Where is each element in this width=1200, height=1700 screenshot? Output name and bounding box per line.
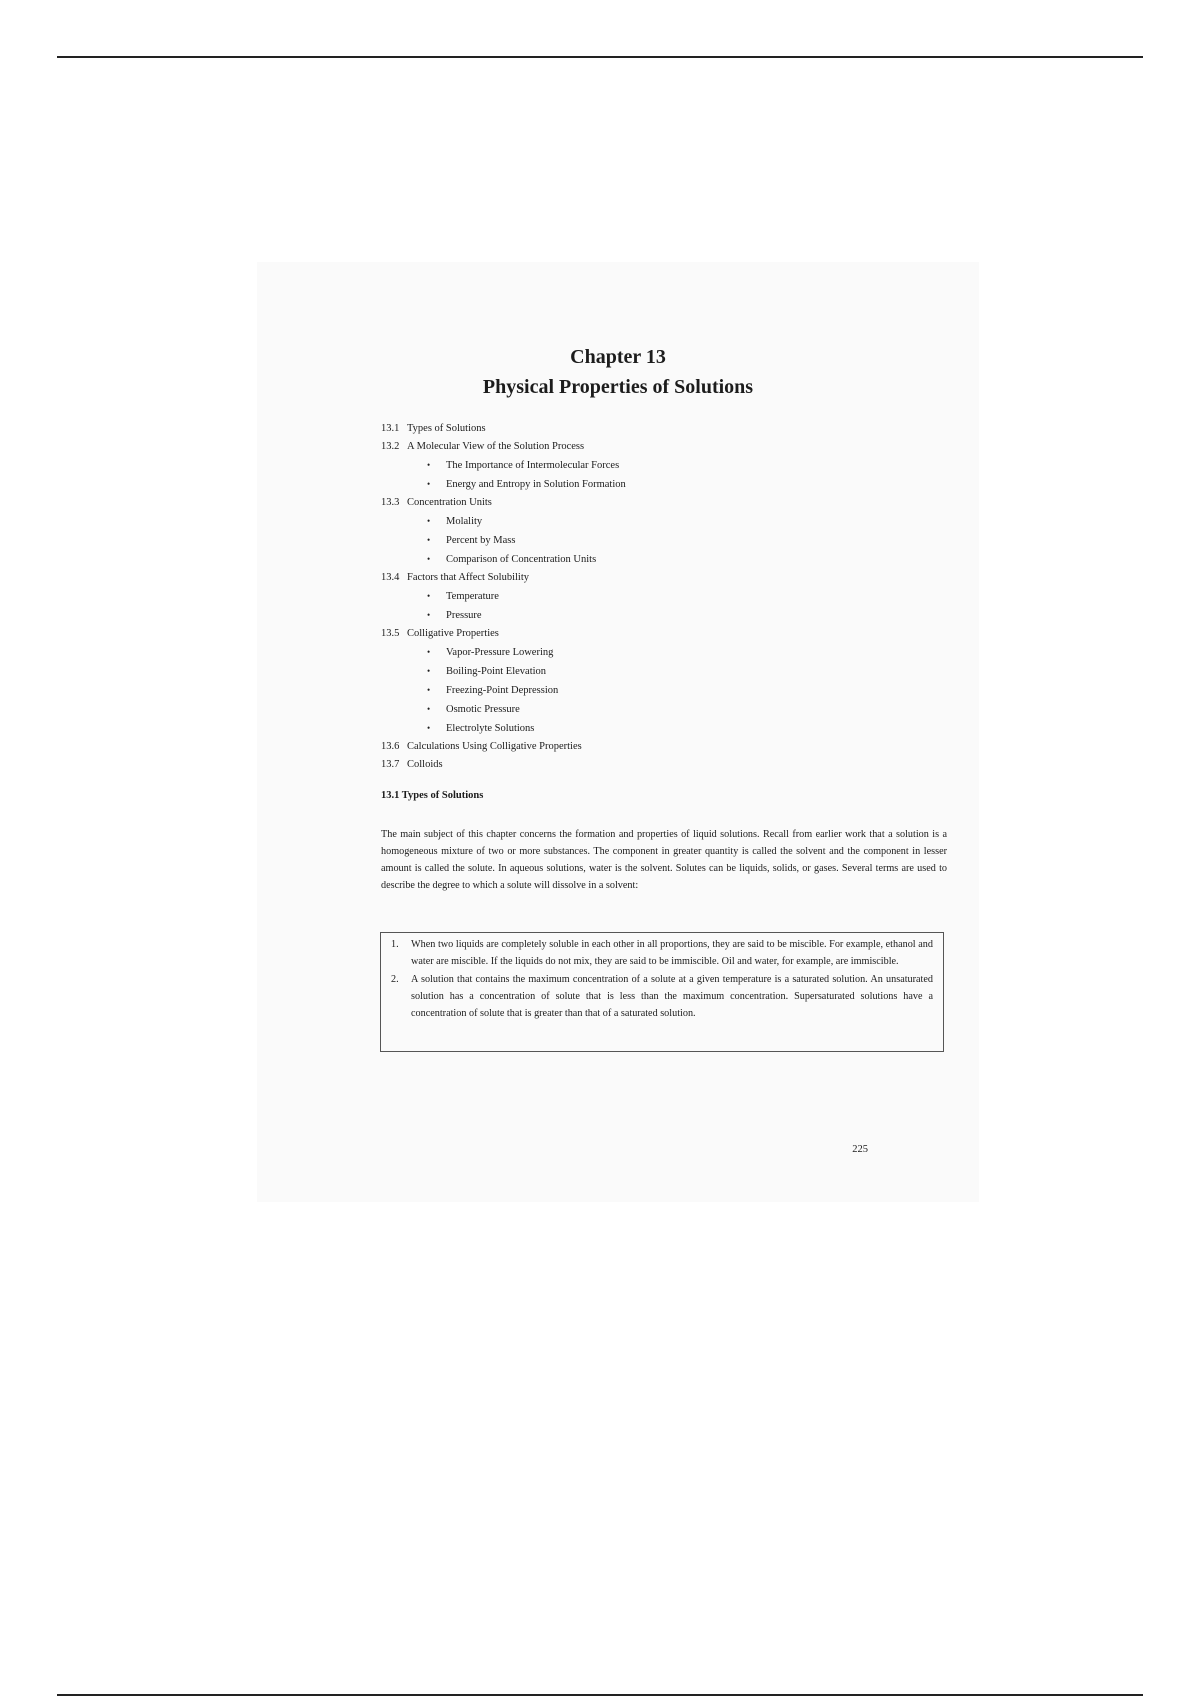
toc-section-number: 13.2 <box>381 441 400 452</box>
toc-subsection-title: Electrolyte Solutions <box>446 723 535 734</box>
toc-section-title: Colligative Properties <box>407 628 499 639</box>
top-rule <box>57 56 1143 58</box>
chapter-number: Chapter 13 <box>570 346 666 368</box>
bullet-icon: • <box>427 685 431 695</box>
toc-subsection-title: Comparison of Concentration Units <box>446 554 597 565</box>
definitions-list <box>389 936 933 1022</box>
toc-subsection-title: The Importance of Intermolecular Forces <box>446 460 620 471</box>
toc-subsection <box>381 643 626 662</box>
chapter-name: Physical Properties of Solutions <box>482 376 754 398</box>
chapter-title <box>257 342 979 402</box>
toc-subsection <box>381 587 626 606</box>
toc-section-number: 13.3 <box>381 497 400 508</box>
bottom-rule <box>57 1694 1143 1696</box>
toc-section <box>381 569 626 587</box>
bullet-icon: • <box>427 479 431 489</box>
toc-subsection <box>381 662 626 681</box>
toc-section-number: 13.6 <box>381 741 400 752</box>
toc-section-title: Concentration Units <box>407 497 492 508</box>
toc-subsection <box>381 512 626 531</box>
toc-subsection-title: Temperature <box>446 591 499 602</box>
toc-section-number: 13.5 <box>381 628 400 639</box>
bullet-icon: • <box>427 723 431 733</box>
page-number: 225 <box>852 1144 868 1155</box>
toc-subsection <box>381 550 626 569</box>
definition-item <box>389 936 933 971</box>
definition-number: 1. <box>391 939 399 950</box>
document-page <box>257 262 979 1202</box>
toc-subsection <box>381 719 626 738</box>
toc-section <box>381 625 626 643</box>
definition-text: When two liquids are completely soluble in each other in all proportions, they are said to be miscible. For example, ethanol and water are miscible. If the liquids do not mix, they are said to be immiscible. Oil and water, for example, are immiscible. <box>411 939 933 968</box>
bullet-icon: • <box>427 516 431 526</box>
toc-subsection <box>381 681 626 700</box>
body-paragraph: The main subject of this chapter concerns the formation and properties of liquid solutions. Recall from earlier work that a solution is a homogeneous mixture of two or more substances. The component in greater quantity is called the solvent and the component in lesser amount is called the solute. In aqueous solutions, water is the solvent. Solutes can be liquids, solids, or gases. Several terms are used to describe the degree to which a solute will dissolve in a solvent: <box>381 829 947 891</box>
toc-section <box>381 756 626 774</box>
definition-text: A solution that contains the maximum concentration of a solute at a given temperature is a saturated solution. An unsaturated solution has a concentration of solute that is less than the maximum concentration. Supersaturated solutions have a concentration of solute that is greater than that of a saturated solution. <box>411 973 933 1020</box>
toc-subsection-title: Osmotic Pressure <box>446 704 520 715</box>
bullet-icon: • <box>427 554 431 564</box>
toc-subsection <box>381 606 626 625</box>
toc-subsection <box>381 475 626 494</box>
bullet-icon: • <box>427 591 431 601</box>
definition-number: 2. <box>391 973 399 985</box>
toc-subsection-title: Energy and Entropy in Solution Formation <box>446 479 626 490</box>
toc-subsection-title: Percent by Mass <box>446 535 516 546</box>
toc-section-number: 13.1 <box>381 423 400 434</box>
definition-item <box>389 971 933 1023</box>
toc-section-title: Types of Solutions <box>407 423 486 434</box>
bullet-icon: • <box>427 704 431 714</box>
table-of-contents <box>381 420 626 774</box>
toc-section-title: Calculations Using Colligative Properties <box>407 741 582 752</box>
toc-subsection-title: Molality <box>446 516 483 527</box>
bullet-icon: • <box>427 647 431 657</box>
toc-subsection-title: Boiling-Point Elevation <box>446 666 547 677</box>
toc-section-number: 13.7 <box>381 759 400 770</box>
toc-subsection <box>381 456 626 475</box>
toc-section <box>381 494 626 512</box>
toc-section-title: Colloids <box>407 759 443 770</box>
bullet-icon: • <box>427 666 431 676</box>
toc-section-title: A Molecular View of the Solution Process <box>407 441 585 452</box>
toc-section <box>381 420 626 438</box>
bullet-icon: • <box>427 610 431 620</box>
toc-subsection-title: Freezing-Point Depression <box>446 685 559 696</box>
toc-section <box>381 738 626 756</box>
section-heading: 13.1 Types of Solutions <box>381 790 484 801</box>
toc-section-title: Factors that Affect Solubility <box>407 572 530 583</box>
toc-subsection-title: Vapor-Pressure Lowering <box>446 647 554 658</box>
bullet-icon: • <box>427 535 431 545</box>
toc-section-number: 13.4 <box>381 572 400 583</box>
definitions-box <box>380 932 944 1052</box>
toc-subsection <box>381 531 626 550</box>
toc-subsection <box>381 700 626 719</box>
toc-subsection-title: Pressure <box>446 610 482 621</box>
toc-section <box>381 438 626 456</box>
bullet-icon: • <box>427 460 431 470</box>
